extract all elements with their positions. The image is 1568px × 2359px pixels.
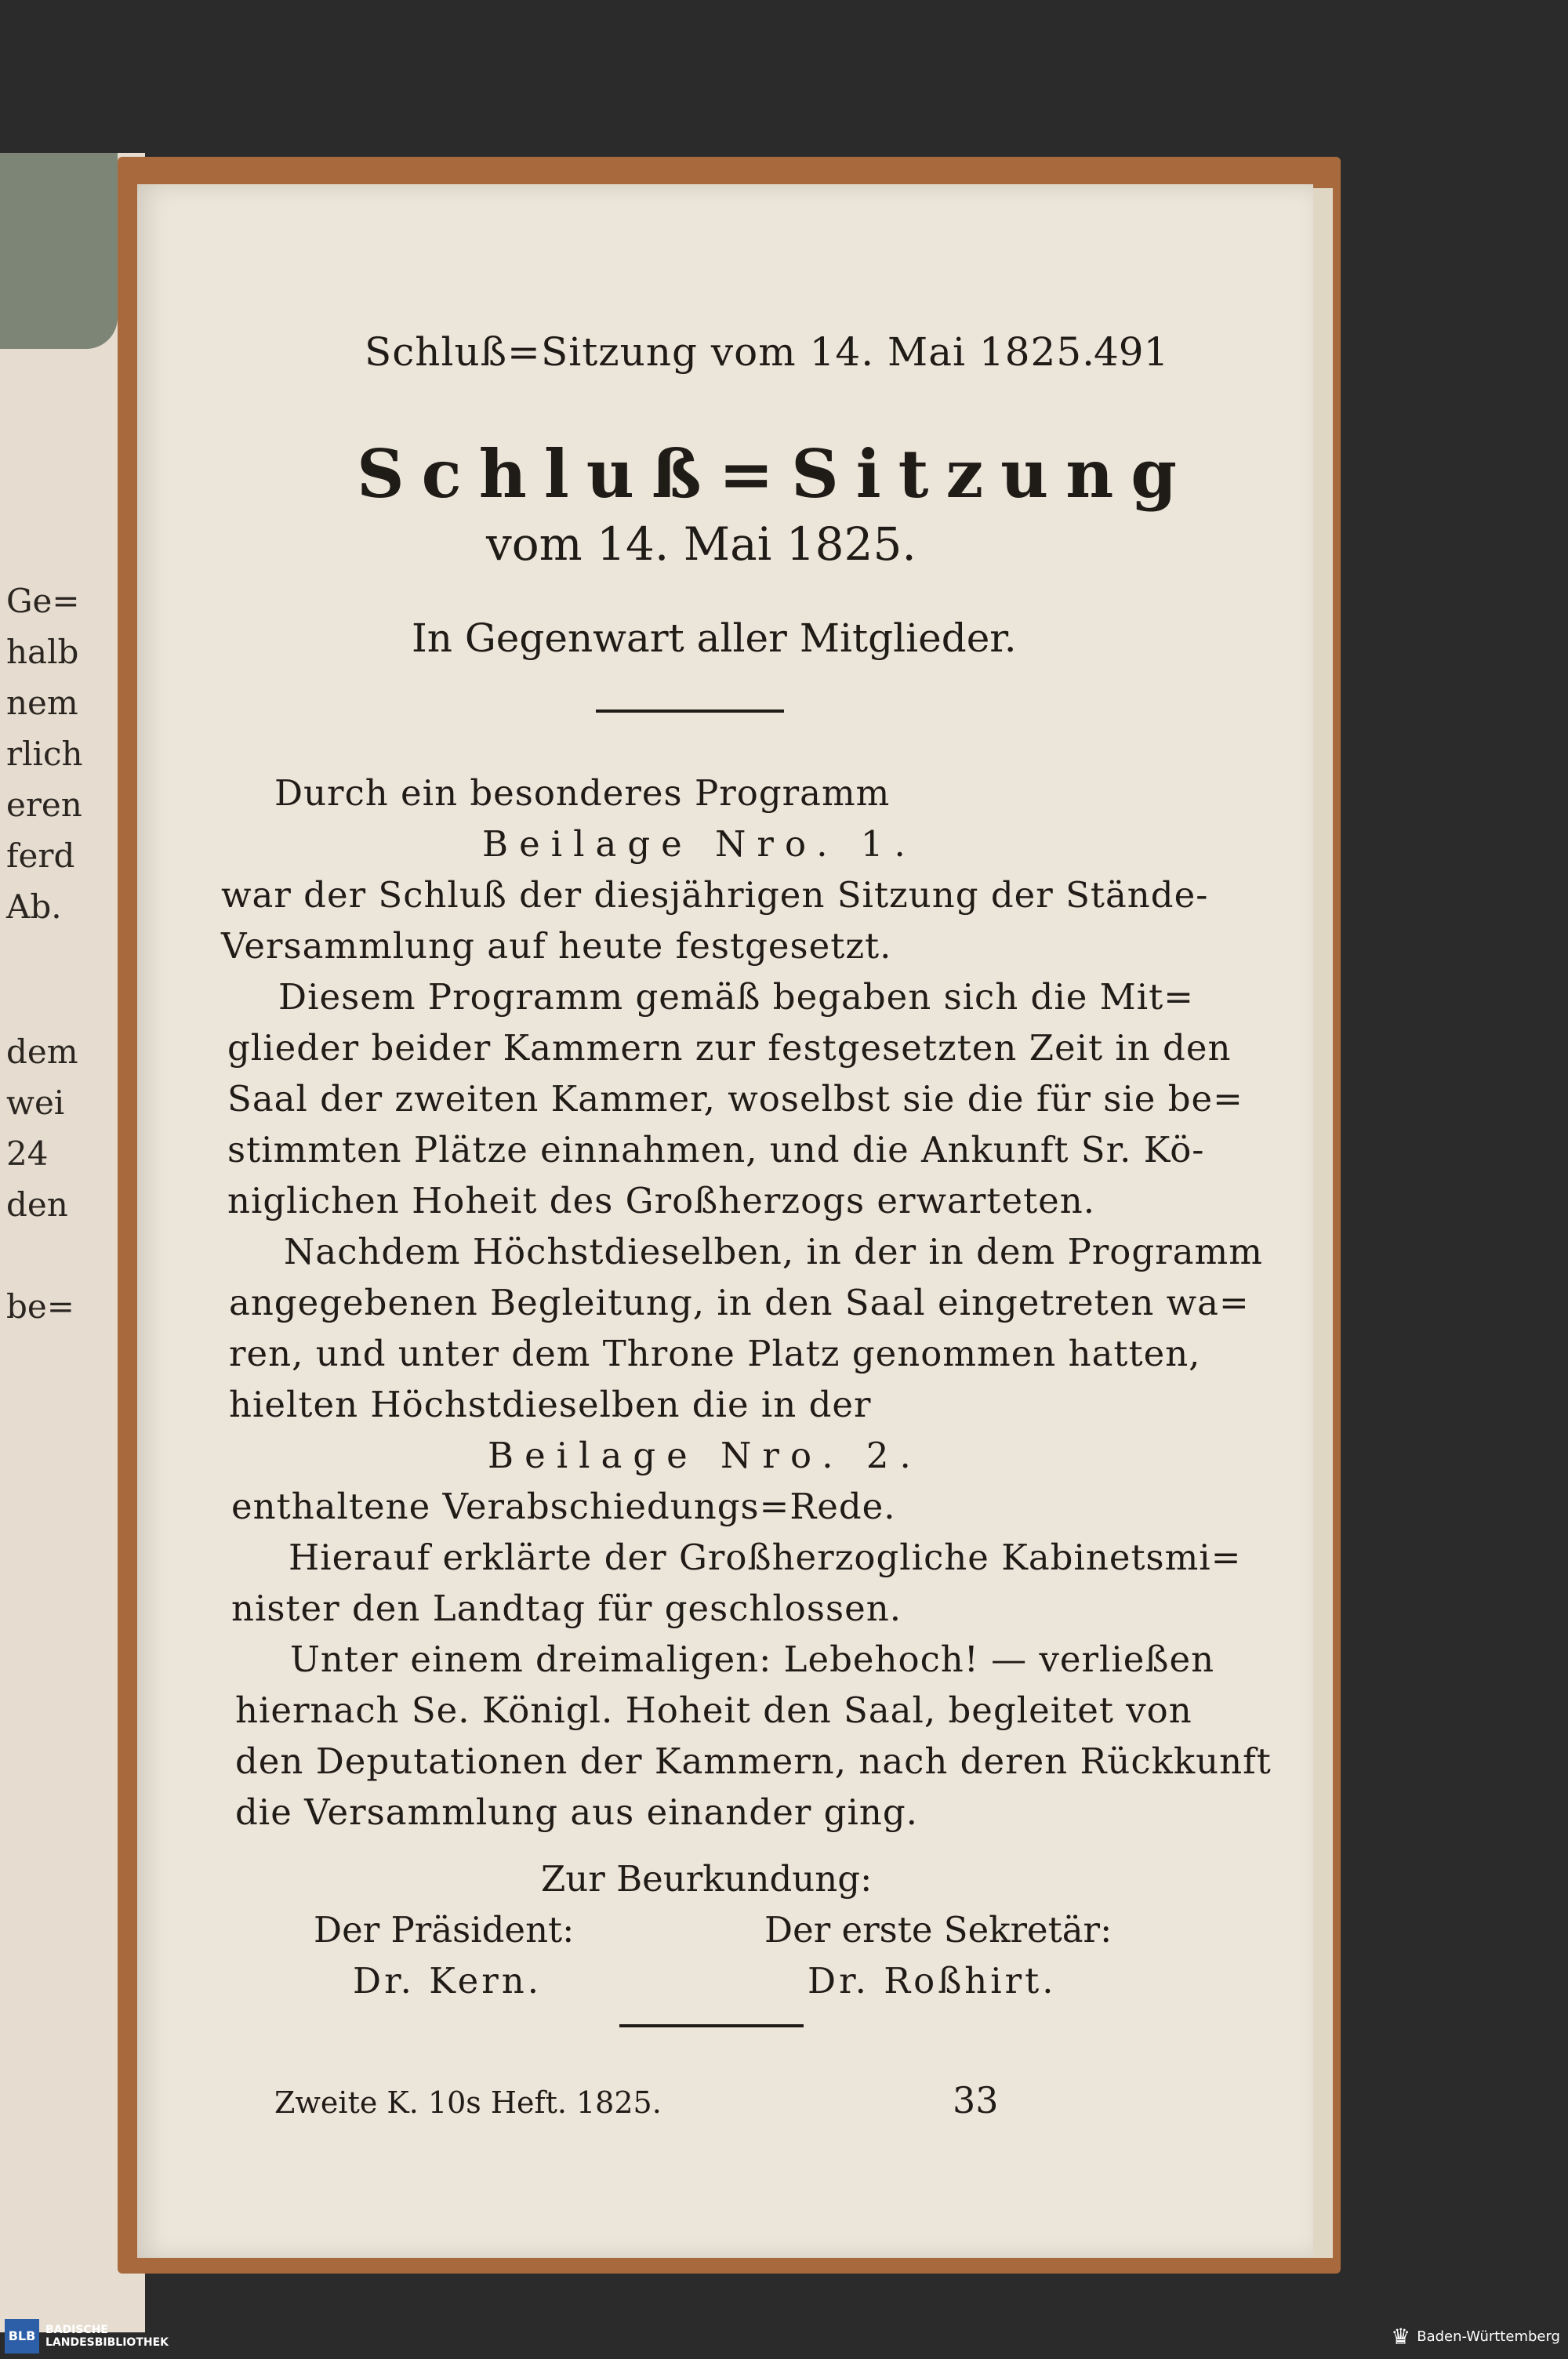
body-line: den Deputationen der Kammern, nach deren Rückkunft: [235, 1740, 1272, 1782]
attestation-heading: Zur Beurkundung:: [541, 1858, 873, 1900]
body-line: war der Schluß der diesjährigen Sitzung der Stände-: [221, 874, 1209, 916]
fragment-line: nem: [6, 684, 78, 722]
secretary-name: Dr. Roßhirt.: [808, 1960, 1057, 2002]
body-line: Hierauf erklärte der Großherzogliche Kabinetsmi=: [289, 1537, 1242, 1578]
session-date: vom 14. Mai 1825.: [486, 517, 916, 571]
fragment-line: wei: [6, 1083, 65, 1122]
library-logo: [0, 2313, 212, 2359]
fragment-line: halb: [6, 633, 79, 671]
president-name: Dr. Kern.: [353, 1960, 543, 2002]
page-title: Schluß=Sitzung: [357, 435, 1195, 513]
library-name-line: LANDESBIBLIOTHEK: [45, 2335, 169, 2349]
page-edge: [1313, 188, 1333, 2258]
body-line: die Versammlung aus einander ging.: [235, 1791, 918, 1833]
body-line: enthaltene Verabschiedungs=Rede.: [231, 1486, 896, 1527]
blb-logo-icon: BLB: [5, 2319, 39, 2354]
body-line: Versammlung auf heute festgesetzt.: [221, 925, 892, 967]
signature-mark: Zweite K. 10s Heft. 1825.: [274, 2085, 662, 2120]
fragment-line: dem: [6, 1033, 78, 1071]
body-line: angegebenen Begleitung, in den Saal eingetreten wa=: [229, 1282, 1250, 1323]
fragment-line: Ge=: [6, 582, 80, 620]
running-header: Schluß=Sitzung vom 14. Mai 1825.: [365, 329, 1096, 375]
library-name-line: BADISCHE: [45, 2323, 108, 2336]
body-line: Saal der zweiten Kammer, woselbst sie die für sie be=: [227, 1078, 1243, 1120]
body-line: nister den Landtag für geschlossen.: [231, 1588, 902, 1629]
secretary-role: Der erste Sekretär:: [764, 1909, 1112, 1951]
body-line: ren, und unter dem Throne Platz genommen hatten,: [229, 1333, 1201, 1374]
body-line: hielten Höchstdieselben die in der: [229, 1384, 872, 1425]
attendance-note: In Gegenwart aller Mitglieder.: [412, 615, 1017, 661]
fragment-line: 24: [6, 1134, 49, 1173]
body-line: stimmten Plätze einnahmen, und die Ankunft Sr. Kö-: [227, 1129, 1205, 1170]
body-line: Unter einem dreimaligen: Lebehoch! — verließen: [290, 1639, 1215, 1680]
library-name: [45, 2324, 169, 2349]
fragment-line: eren: [6, 786, 82, 824]
fragment-line: Ab.: [6, 887, 62, 926]
body-line: Durch ein besonderes Programm: [274, 772, 891, 814]
body-line: Diesem Programm gemäß begaben sich die Mit=: [278, 976, 1194, 1018]
body-line: glieder beider Kammern zur festgesetzten Zeit in den: [227, 1027, 1232, 1069]
coat-of-arms-icon: ♛: [1391, 2323, 1411, 2350]
divider-rule: [619, 2024, 804, 2027]
state-name: Baden-Württemberg: [1417, 2328, 1560, 2345]
fragment-line: den: [6, 1185, 68, 1224]
president-role: Der Präsident:: [314, 1909, 575, 1951]
fragment-line: be=: [6, 1287, 74, 1326]
body-line: niglichen Hoheit des Großherzogs erwarteten.: [227, 1180, 1096, 1221]
gathering-number: 33: [953, 2079, 999, 2121]
divider-rule: [596, 710, 784, 713]
body-line: hiernach Se. Königl. Hoheit den Saal, begleitet von: [235, 1689, 1192, 1731]
fragment-line: rlich: [6, 735, 83, 773]
body-line: Beilage Nro. 2.: [488, 1435, 922, 1476]
body-line: Nachdem Höchstdieselben, in der in dem Programm: [284, 1231, 1263, 1272]
fragment-line: ferd: [6, 837, 75, 875]
state-logo: [1391, 2321, 1560, 2352]
page-fold: [0, 153, 118, 349]
body-line: Beilage Nro. 1.: [482, 823, 916, 865]
page-number: 491: [1094, 329, 1169, 375]
